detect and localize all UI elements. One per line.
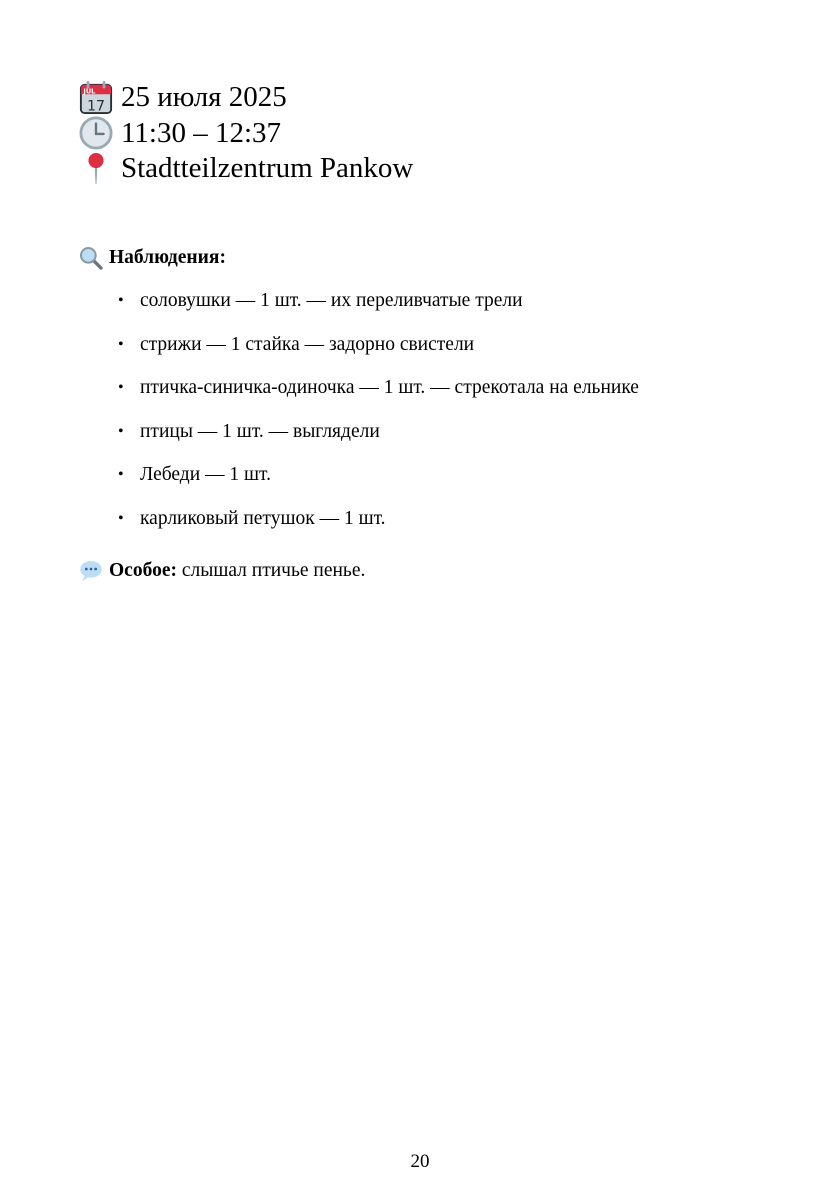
event-time: 11:30 – 12:37: [121, 116, 282, 149]
list-item: [118, 373, 639, 417]
bullet: •: [118, 335, 124, 353]
special-text: слышал птичье пенье.: [176, 560, 366, 581]
special-note: [79, 555, 365, 587]
bullet: •: [118, 422, 124, 440]
speech-balloon-icon: [79, 559, 103, 583]
date-row: [79, 80, 413, 116]
observation-text: стрижи — 1 стайка — задорно свистели: [140, 333, 475, 355]
bullet: •: [118, 466, 124, 483]
bullet: •: [118, 379, 124, 396]
special-label: Особое:: [109, 560, 177, 581]
page-number: 20: [410, 1151, 430, 1172]
calendar-icon: [79, 81, 113, 115]
time-row: [79, 116, 413, 152]
observation-text: соловушки — 1 шт. — их переливчатые трели: [140, 290, 523, 311]
pushpin-icon: [79, 152, 113, 186]
event-location: Stadtteilzentrum Pankow: [121, 152, 414, 184]
event-date: 25 июля 2025: [121, 81, 287, 113]
observation-text: птицы — 1 шт. — выглядели: [140, 420, 380, 442]
observations-section: [79, 243, 226, 273]
list-item: [118, 504, 639, 548]
observation-text: карликовый петушок — 1 шт.: [140, 507, 386, 529]
clock-icon: [79, 116, 113, 150]
observations-list: [118, 286, 639, 547]
magnifier-icon: [79, 246, 103, 270]
list-item: [118, 417, 639, 461]
observations-heading: [79, 243, 226, 273]
observations-title: Наблюдения:: [109, 247, 226, 268]
list-item: [118, 286, 639, 330]
observation-text: Лебеди — 1 шт.: [140, 464, 271, 485]
observation-text: птичка-синичка-одиночка — 1 шт. — стрекотала на ельнике: [140, 377, 639, 398]
location-row: [79, 151, 413, 187]
svg-text:JUL: JUL: [83, 87, 96, 96]
svg-text:17: 17: [86, 98, 106, 115]
list-item: [118, 460, 639, 504]
list-item: [118, 330, 639, 374]
event-header: [79, 80, 413, 187]
bullet: •: [118, 292, 124, 309]
bullet: •: [118, 509, 124, 527]
